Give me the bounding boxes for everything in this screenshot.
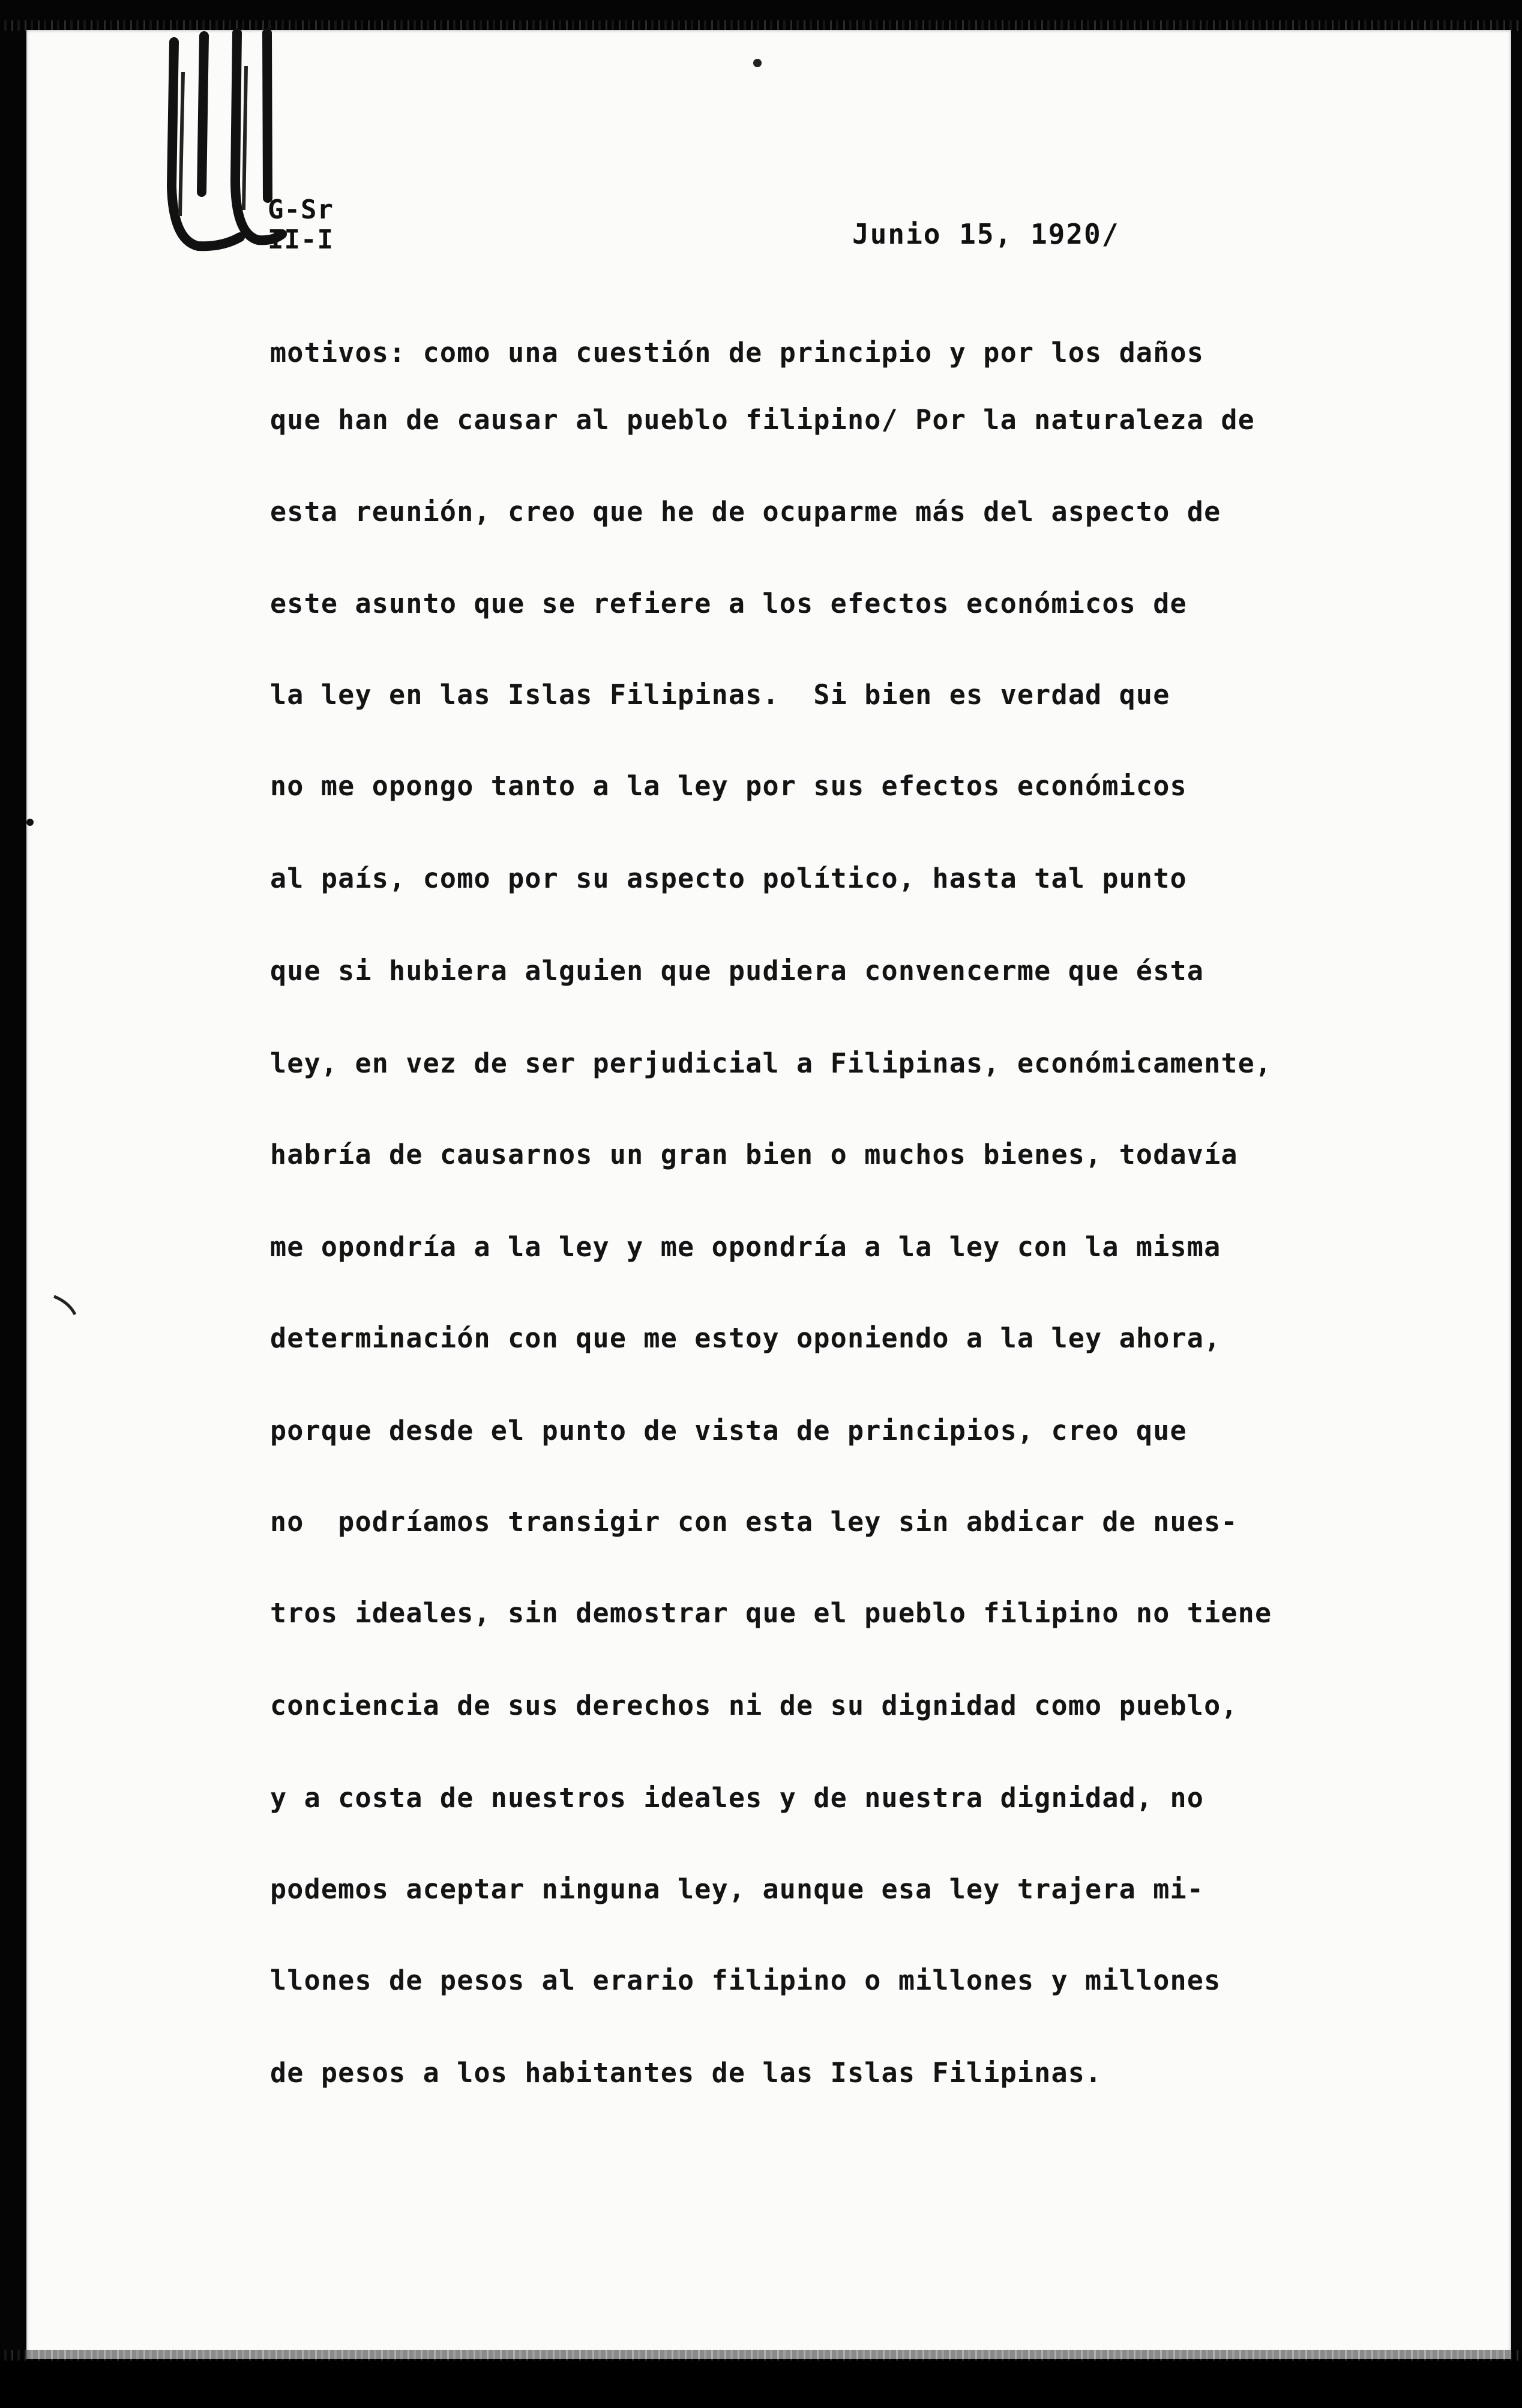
body-line: este asunto que se refiere a los efectos económicos de [270, 588, 1187, 619]
body-line: conciencia de sus derechos ni de su dignidad como pueblo, [270, 1690, 1238, 1721]
body-line: motivos: como una cuestión de principio y por los daños [270, 337, 1205, 369]
file-reference-code [268, 195, 334, 255]
body-line: me opondría a la ley y me opondría a la ley con la misma [270, 1231, 1221, 1263]
body-line: la ley en las Islas Filipinas. Si bien es verdad que [270, 679, 1170, 711]
body-line: esta reunión, creo que he de ocuparme más del aspecto de [270, 496, 1221, 528]
body-line: que si hubiera alguien que pudiera convencerme que ésta [270, 955, 1205, 987]
body-line: tros ideales, sin demostrar que el pueblo filipino no tiene [270, 1597, 1272, 1629]
scan-bottom-band [0, 2359, 1522, 2408]
body-line: porque desde el punto de vista de principios, creo que [270, 1415, 1187, 1446]
body-line: podemos aceptar ninguna ley, aunque esa ley trajera mi- [270, 1873, 1205, 1905]
body-line: al país, como por su aspecto político, hasta tal punto [270, 862, 1187, 894]
body-line: llones de pesos al erario filipino o millones y millones [270, 1964, 1221, 1996]
body-line: y a costa de nuestros ideales y de nuestra dignidad, no [270, 1782, 1205, 1814]
reference-line-1: G-Sr [268, 194, 334, 225]
body-line: ley, en vez de ser perjudicial a Filipinas, económicamente, [270, 1047, 1272, 1079]
document-page [26, 30, 1511, 2383]
document-date: Junio 15, 1920/ [852, 218, 1120, 250]
body-line: habría de causarnos un gran bien o muchos bienes, todavía [270, 1139, 1238, 1170]
body-line: determinación con que me estoy oponiendo a la ley ahora, [270, 1322, 1221, 1354]
body-line: de pesos a los habitantes de las Islas Filipinas. [270, 2057, 1102, 2089]
scan-edge-bottom [0, 2350, 1522, 2361]
reference-line-2: II-I [268, 224, 334, 255]
body-line: que han de causar al pueblo filipino/ Por la naturaleza de [270, 404, 1255, 436]
body-line: no podríamos transigir con esta ley sin abdicar de nues- [270, 1506, 1238, 1538]
body-line: no me opongo tanto a la ley por sus efectos económicos [270, 770, 1187, 802]
